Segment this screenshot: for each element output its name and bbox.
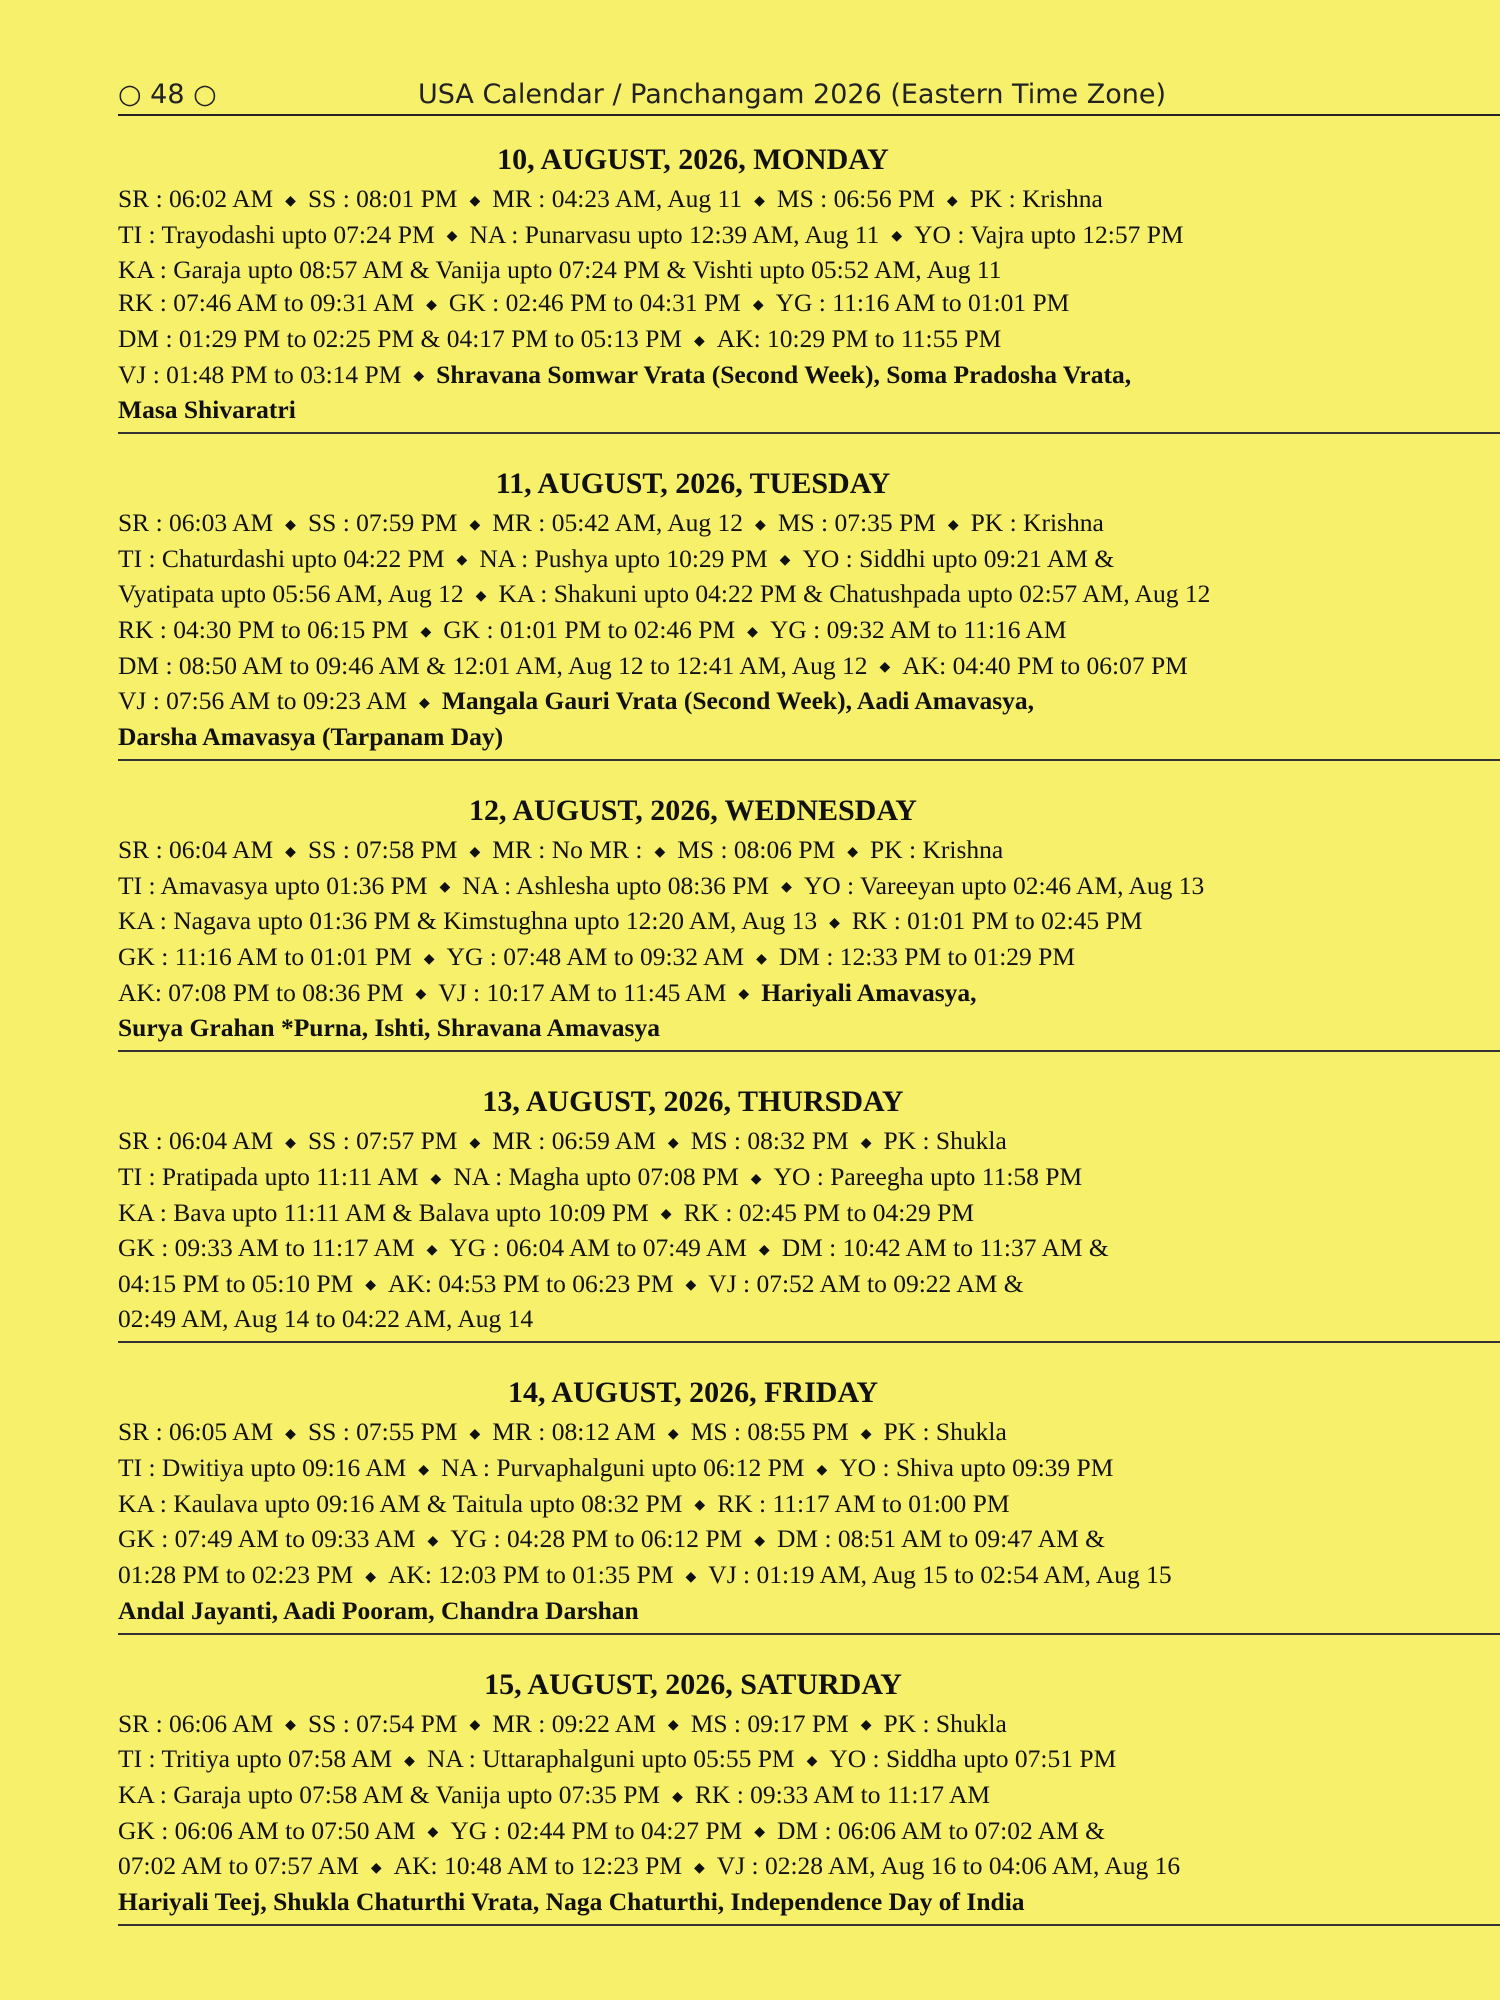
detail-line bbox=[118, 218, 1500, 254]
diamond-separator-icon: ◆ bbox=[816, 1462, 828, 1478]
detail-line bbox=[118, 1487, 1500, 1523]
diamond-separator-icon: ◆ bbox=[779, 553, 791, 569]
diamond-separator-icon: ◆ bbox=[660, 1207, 672, 1223]
detail-line bbox=[118, 286, 1500, 322]
day-section bbox=[118, 1080, 1500, 1353]
section-divider bbox=[118, 1924, 1500, 1926]
detail-line bbox=[118, 1778, 1500, 1814]
diamond-separator-icon: ◆ bbox=[860, 1135, 872, 1151]
detail-item: 02:49 AM, Aug 14 to 04:22 AM, Aug 14 bbox=[118, 1304, 534, 1334]
diamond-separator-icon: ◆ bbox=[667, 1427, 679, 1443]
detail-item: MS : 08:32 PM bbox=[690, 1126, 849, 1156]
diamond-separator-icon: ◆ bbox=[685, 1278, 697, 1294]
detail-item: SS : 07:58 PM bbox=[307, 835, 458, 865]
day-section bbox=[118, 462, 1500, 771]
diamond-separator-icon: ◆ bbox=[404, 1753, 415, 1769]
section-divider bbox=[118, 432, 1500, 434]
detail-item: TI : Dwitiya upto 09:16 AM bbox=[118, 1453, 407, 1483]
diamond-separator-icon: ◆ bbox=[694, 1860, 705, 1876]
detail-item: KA : Garaja upto 08:57 AM & Vanija upto 07:24 PM & Vishti upto 05:52 AM, Aug 11 bbox=[118, 255, 1002, 285]
diamond-separator-icon: ◆ bbox=[427, 1825, 439, 1841]
detail-item: MR : 05:42 AM, Aug 12 bbox=[492, 508, 744, 538]
detail-item: SS : 07:54 PM bbox=[307, 1708, 458, 1738]
detail-item: GK : 09:33 AM to 11:17 AM bbox=[118, 1233, 415, 1263]
day-title: 14, AUGUST, 2026, FRIDAY bbox=[507, 1376, 879, 1410]
diamond-separator-icon: ◆ bbox=[370, 1860, 382, 1876]
detail-item: YO : Pareegha upto 11:58 PM bbox=[773, 1161, 1083, 1191]
diamond-separator-icon: ◆ bbox=[685, 1569, 697, 1585]
detail-item: GK : 11:16 AM to 01:01 PM bbox=[118, 941, 412, 971]
diamond-separator-icon: ◆ bbox=[469, 844, 481, 860]
detail-item: KA : Nagava upto 01:36 PM & Kimstughna upto 12:20 AM, Aug 13 bbox=[118, 906, 818, 936]
detail-item: NA : Magha upto 07:08 PM bbox=[453, 1161, 739, 1191]
detail-item: SS : 07:59 PM bbox=[307, 508, 458, 538]
detail-line bbox=[118, 1196, 1500, 1232]
diamond-separator-icon: ◆ bbox=[365, 1569, 376, 1585]
festival-text: Andal Jayanti, Aadi Pooram, Chandra Darshan bbox=[118, 1595, 639, 1625]
day-section bbox=[118, 1663, 1500, 1936]
detail-line bbox=[118, 649, 1500, 685]
detail-item: YG : 07:48 AM to 09:32 AM bbox=[446, 941, 745, 971]
detail-item: NA : Pushya upto 10:29 PM bbox=[479, 543, 768, 573]
diamond-separator-icon: ◆ bbox=[420, 624, 432, 640]
detail-item: TI : Amavasya upto 01:36 PM bbox=[118, 870, 428, 900]
detail-item: SR : 06:05 AM bbox=[118, 1417, 274, 1447]
day-title: 15, AUGUST, 2026, SATURDAY bbox=[484, 1667, 902, 1701]
diamond-separator-icon: ◆ bbox=[693, 333, 705, 349]
detail-line bbox=[118, 940, 1500, 976]
diamond-separator-icon: ◆ bbox=[446, 229, 458, 245]
diamond-separator-icon: ◆ bbox=[738, 987, 750, 1003]
diamond-separator-icon: ◆ bbox=[860, 1718, 872, 1734]
detail-line bbox=[118, 358, 1500, 394]
detail-item: NA : Uttaraphalguni upto 05:55 PM bbox=[426, 1744, 795, 1774]
detail-line bbox=[118, 1522, 1500, 1558]
diamond-separator-icon: ◆ bbox=[285, 193, 296, 209]
detail-item: DM : 01:29 PM to 02:25 PM & 04:17 PM to 05:13 PM bbox=[118, 323, 682, 353]
detail-item: TI : Chaturdashi upto 04:22 PM bbox=[118, 543, 445, 573]
detail-line bbox=[118, 976, 1500, 1012]
detail-item: YO : Shiva upto 09:39 PM bbox=[839, 1453, 1114, 1483]
diamond-separator-icon: ◆ bbox=[469, 1427, 481, 1443]
detail-item: MR : 06:59 AM bbox=[492, 1126, 656, 1156]
detail-line bbox=[118, 577, 1500, 613]
festival-text: Hariyali Teej, Shukla Chaturthi Vrata, Naga Chaturthi, Independence Day of India bbox=[118, 1886, 1025, 1916]
detail-item: AK: 12:03 PM to 01:35 PM bbox=[388, 1560, 674, 1590]
diamond-separator-icon: ◆ bbox=[750, 1171, 762, 1187]
festival-text: Masa Shivaratri bbox=[118, 395, 296, 425]
detail-item: RK : 09:33 AM to 11:17 AM bbox=[694, 1779, 991, 1809]
detail-line bbox=[118, 1267, 1500, 1303]
festival-text: Mangala Gauri Vrata (Second Week), Aadi Amavasya, bbox=[441, 686, 1035, 716]
diamond-separator-icon: ◆ bbox=[879, 660, 891, 676]
diamond-separator-icon: ◆ bbox=[426, 297, 437, 313]
detail-item: SS : 08:01 PM bbox=[307, 184, 458, 213]
detail-line bbox=[118, 1849, 1500, 1885]
detail-item: YG : 06:04 AM to 07:49 AM bbox=[449, 1233, 747, 1263]
detail-line bbox=[118, 613, 1500, 649]
detail-item: MR : 09:22 AM bbox=[492, 1708, 656, 1738]
diamond-separator-icon: ◆ bbox=[667, 1135, 679, 1151]
detail-item: MR : No MR : bbox=[492, 835, 643, 865]
detail-line bbox=[118, 1742, 1500, 1778]
detail-item: VJ : 02:28 AM, Aug 16 to 04:06 AM, Aug 16 bbox=[716, 1851, 1181, 1881]
diamond-separator-icon: ◆ bbox=[947, 517, 959, 533]
diamond-separator-icon: ◆ bbox=[755, 517, 766, 533]
detail-item: DM : 12:33 PM to 01:29 PM bbox=[778, 941, 1076, 971]
diamond-separator-icon: ◆ bbox=[285, 1135, 296, 1151]
detail-line bbox=[118, 253, 1500, 286]
detail-item: VJ : 10:17 AM to 11:45 AM bbox=[438, 977, 727, 1007]
header-divider bbox=[118, 114, 1500, 116]
detail-item: YG : 09:32 AM to 11:16 AM bbox=[769, 615, 1067, 645]
detail-item: GK : 02:46 PM to 04:31 PM bbox=[448, 288, 741, 318]
detail-item: RK : 04:30 PM to 06:15 PM bbox=[118, 615, 409, 645]
diamond-separator-icon: ◆ bbox=[469, 1135, 481, 1151]
detail-item: AK: 04:53 PM to 06:23 PM bbox=[388, 1268, 674, 1298]
diamond-separator-icon: ◆ bbox=[426, 1242, 438, 1258]
detail-line bbox=[118, 1302, 1500, 1335]
detail-line bbox=[118, 1231, 1500, 1267]
detail-item: YG : 02:44 PM to 04:27 PM bbox=[450, 1815, 743, 1845]
detail-item: NA : Ashlesha upto 08:36 PM bbox=[462, 870, 770, 900]
festival-text: Surya Grahan *Purna, Ishti, Shravana Amavasya bbox=[118, 1013, 660, 1043]
detail-item: MS : 08:06 PM bbox=[677, 835, 836, 865]
detail-item: NA : Punarvasu upto 12:39 AM, Aug 11 bbox=[469, 219, 880, 249]
detail-item: SS : 07:57 PM bbox=[307, 1126, 458, 1156]
diamond-separator-icon: ◆ bbox=[860, 1427, 872, 1443]
detail-item: AK: 07:08 PM to 08:36 PM bbox=[118, 977, 404, 1007]
diamond-separator-icon: ◆ bbox=[423, 951, 435, 967]
detail-item: PK : Krishna bbox=[870, 835, 1004, 865]
detail-item: PK : Shukla bbox=[883, 1708, 1007, 1738]
diamond-separator-icon: ◆ bbox=[469, 517, 481, 533]
detail-item: YG : 04:28 PM to 06:12 PM bbox=[450, 1524, 743, 1554]
detail-line bbox=[118, 904, 1500, 940]
diamond-separator-icon: ◆ bbox=[672, 1789, 683, 1805]
day-title: 13, AUGUST, 2026, THURSDAY bbox=[482, 1085, 904, 1119]
detail-item: 04:15 PM to 05:10 PM bbox=[118, 1268, 354, 1298]
detail-line bbox=[118, 1415, 1500, 1451]
diamond-separator-icon: ◆ bbox=[654, 844, 666, 860]
diamond-separator-icon: ◆ bbox=[891, 229, 903, 245]
detail-line bbox=[118, 1160, 1500, 1196]
detail-item: AK: 04:40 PM to 06:07 PM bbox=[902, 650, 1188, 680]
detail-item: PK : Krishna bbox=[970, 508, 1104, 538]
detail-item: MS : 08:55 PM bbox=[690, 1417, 849, 1447]
detail-item: DM : 06:06 AM to 07:02 AM & bbox=[777, 1815, 1106, 1845]
detail-line bbox=[118, 542, 1500, 578]
detail-item: YG : 11:16 AM to 01:01 PM bbox=[775, 288, 1070, 318]
diamond-separator-icon: ◆ bbox=[806, 1753, 818, 1769]
detail-line bbox=[118, 1814, 1500, 1850]
detail-item: TI : Pratipada upto 11:11 AM bbox=[118, 1161, 419, 1191]
diamond-separator-icon: ◆ bbox=[456, 553, 468, 569]
detail-line bbox=[118, 1558, 1500, 1594]
detail-item: 07:02 AM to 07:57 AM bbox=[118, 1851, 359, 1881]
detail-line bbox=[118, 1451, 1500, 1487]
detail-item: AK: 10:29 PM to 11:55 PM bbox=[716, 323, 1002, 353]
page-header bbox=[118, 72, 1500, 116]
detail-item: GK : 06:06 AM to 07:50 AM bbox=[118, 1815, 416, 1845]
detail-item: VJ : 01:48 PM to 03:14 PM bbox=[118, 359, 402, 389]
day-list bbox=[118, 138, 1500, 1936]
detail-item: KA : Shakuni upto 04:22 PM & Chatushpada upto 02:57 AM, Aug 12 bbox=[498, 579, 1211, 609]
diamond-separator-icon: ◆ bbox=[847, 844, 859, 860]
diamond-separator-icon: ◆ bbox=[747, 624, 758, 640]
detail-item: RK : 07:46 AM to 09:31 AM bbox=[118, 288, 415, 318]
detail-item: SR : 06:02 AM bbox=[118, 184, 274, 213]
day-title: 11, AUGUST, 2026, TUESDAY bbox=[495, 467, 891, 501]
festival-text: Darsha Amavasya (Tarpanam Day) bbox=[118, 722, 504, 752]
section-divider bbox=[118, 1050, 1500, 1052]
diamond-separator-icon: ◆ bbox=[285, 517, 296, 533]
detail-item: DM : 08:51 AM to 09:47 AM & bbox=[777, 1524, 1106, 1554]
diamond-separator-icon: ◆ bbox=[415, 987, 427, 1003]
section-divider bbox=[118, 759, 1500, 761]
detail-item: PK : Krishna bbox=[969, 184, 1103, 213]
day-title: 10, AUGUST, 2026, MONDAY bbox=[497, 143, 889, 176]
diamond-separator-icon: ◆ bbox=[427, 1534, 439, 1550]
detail-line bbox=[118, 322, 1500, 358]
detail-item: MS : 06:56 PM bbox=[776, 184, 935, 213]
detail-item: PK : Shukla bbox=[883, 1417, 1007, 1447]
detail-item: KA : Garaja upto 07:58 AM & Vanija upto 07:35 PM bbox=[118, 1779, 661, 1809]
festival-text: Shravana Somwar Vrata (Second Week), Soma Pradosha Vrata, bbox=[436, 359, 1132, 389]
diamond-separator-icon: ◆ bbox=[285, 844, 296, 860]
detail-item: SR : 06:06 AM bbox=[118, 1708, 274, 1738]
diamond-separator-icon: ◆ bbox=[418, 1462, 430, 1478]
diamond-separator-icon: ◆ bbox=[285, 1718, 296, 1734]
detail-line bbox=[118, 182, 1500, 218]
detail-item: TI : Tritiya upto 07:58 AM bbox=[118, 1744, 393, 1774]
diamond-separator-icon: ◆ bbox=[756, 951, 767, 967]
diamond-separator-icon: ◆ bbox=[754, 1825, 765, 1841]
diamond-separator-icon: ◆ bbox=[946, 193, 958, 209]
diamond-separator-icon: ◆ bbox=[754, 193, 765, 209]
detail-item: DM : 08:50 AM to 09:46 AM & 12:01 AM, Aug 12 to 12:41 AM, Aug 12 bbox=[118, 650, 868, 680]
detail-item: YO : Vajra upto 12:57 PM bbox=[914, 219, 1184, 249]
detail-item: SS : 07:55 PM bbox=[307, 1417, 458, 1447]
diamond-separator-icon: ◆ bbox=[430, 1171, 442, 1187]
detail-item: SR : 06:04 AM bbox=[118, 835, 274, 865]
detail-line bbox=[118, 869, 1500, 905]
diamond-separator-icon: ◆ bbox=[439, 880, 451, 896]
detail-item: NA : Purvaphalguni upto 06:12 PM bbox=[441, 1453, 805, 1483]
detail-line bbox=[118, 833, 1500, 869]
detail-line bbox=[118, 1707, 1500, 1743]
day-section bbox=[118, 789, 1500, 1062]
page-number: ○ 48 ○ bbox=[118, 78, 217, 110]
diamond-separator-icon: ◆ bbox=[667, 1718, 679, 1734]
section-divider bbox=[118, 1341, 1500, 1343]
detail-item: VJ : 07:52 AM to 09:22 AM & bbox=[708, 1268, 1024, 1298]
detail-item: RK : 02:45 PM to 04:29 PM bbox=[683, 1197, 975, 1227]
detail-item: MR : 08:12 AM bbox=[492, 1417, 656, 1447]
detail-item: AK: 10:48 AM to 12:23 PM bbox=[393, 1851, 682, 1881]
day-section bbox=[118, 1371, 1500, 1644]
detail-item: RK : 11:17 AM to 01:00 PM bbox=[717, 1488, 1010, 1518]
detail-line bbox=[118, 506, 1500, 542]
detail-item: PK : Shukla bbox=[883, 1126, 1007, 1156]
detail-line bbox=[118, 684, 1500, 720]
day-title: 12, AUGUST, 2026, WEDNESDAY bbox=[469, 794, 917, 828]
diamond-separator-icon: ◆ bbox=[752, 297, 764, 313]
diamond-separator-icon: ◆ bbox=[475, 589, 487, 605]
diamond-separator-icon: ◆ bbox=[694, 1498, 706, 1514]
page-title: USA Calendar / Panchangam 2026 (Eastern Time Zone) bbox=[418, 78, 1166, 110]
detail-item: SR : 06:03 AM bbox=[118, 508, 274, 538]
detail-item: MS : 07:35 PM bbox=[777, 508, 936, 538]
diamond-separator-icon: ◆ bbox=[758, 1242, 770, 1258]
detail-item: YO : Vareeyan upto 02:46 AM, Aug 13 bbox=[803, 870, 1205, 900]
diamond-separator-icon: ◆ bbox=[754, 1534, 765, 1550]
detail-item: YO : Siddhi upto 09:21 AM & bbox=[802, 543, 1115, 573]
diamond-separator-icon: ◆ bbox=[285, 1427, 296, 1443]
detail-item: TI : Trayodashi upto 07:24 PM bbox=[118, 219, 435, 249]
detail-item: SR : 06:04 AM bbox=[118, 1126, 274, 1156]
diamond-separator-icon: ◆ bbox=[413, 369, 425, 385]
diamond-separator-icon: ◆ bbox=[781, 880, 792, 896]
festival-text: Hariyali Amavasya, bbox=[761, 977, 977, 1007]
diamond-separator-icon: ◆ bbox=[469, 193, 481, 209]
detail-item: KA : Bava upto 11:11 AM & Balava upto 10:09 PM bbox=[118, 1197, 649, 1227]
detail-item: GK : 01:01 PM to 02:46 PM bbox=[443, 615, 736, 645]
day-section bbox=[118, 138, 1500, 444]
detail-item: VJ : 01:19 AM, Aug 15 to 02:54 AM, Aug 15 bbox=[708, 1560, 1172, 1590]
section-divider bbox=[118, 1633, 1500, 1635]
detail-item: Vyatipata upto 05:56 AM, Aug 12 bbox=[118, 579, 464, 609]
detail-item: 01:28 PM to 02:23 PM bbox=[118, 1560, 354, 1590]
detail-item: GK : 07:49 AM to 09:33 AM bbox=[118, 1524, 416, 1554]
detail-line bbox=[118, 1124, 1500, 1160]
detail-item: KA : Kaulava upto 09:16 AM & Taitula upto 08:32 PM bbox=[118, 1488, 683, 1518]
diamond-separator-icon: ◆ bbox=[829, 915, 840, 931]
detail-item: RK : 01:01 PM to 02:45 PM bbox=[851, 906, 1143, 936]
diamond-separator-icon: ◆ bbox=[365, 1278, 376, 1294]
detail-item: YO : Siddha upto 07:51 PM bbox=[829, 1744, 1117, 1774]
detail-item: VJ : 07:56 AM to 09:23 AM bbox=[118, 686, 408, 716]
detail-item: MS : 09:17 PM bbox=[690, 1708, 849, 1738]
detail-item: DM : 10:42 AM to 11:37 AM & bbox=[781, 1233, 1109, 1263]
diamond-separator-icon: ◆ bbox=[419, 696, 430, 712]
diamond-separator-icon: ◆ bbox=[469, 1718, 481, 1734]
detail-item: MR : 04:23 AM, Aug 11 bbox=[492, 184, 743, 213]
